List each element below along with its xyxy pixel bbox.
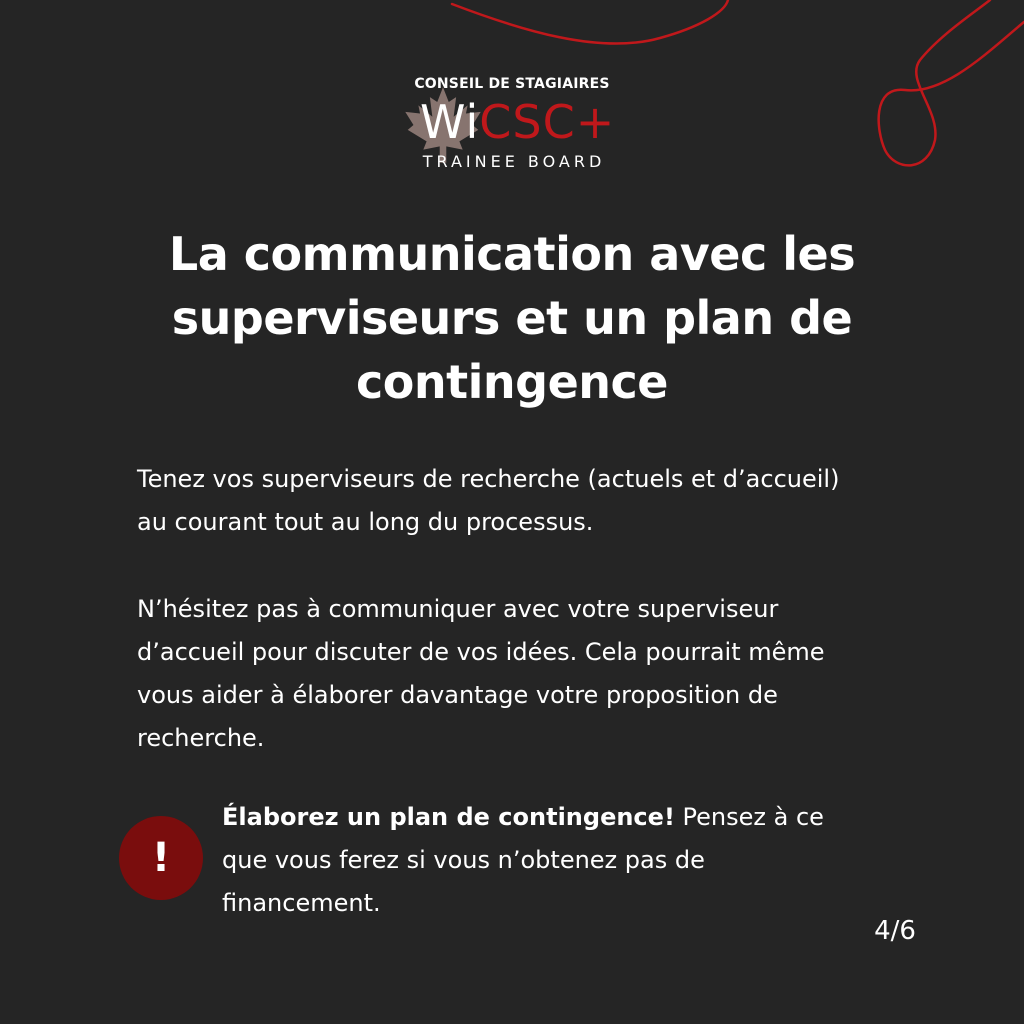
body-paragraph-2: N’hésitez pas à communiquer avec votre superviseur d’accueil pour discuter de vos idées. Cela pourrait même vous aider à élaborer davantage votre proposition de recherche. <box>137 595 825 752</box>
callout-text: Pensez à ce que vous ferez si vous n’obtenez pas de financement. <box>222 803 824 917</box>
logo-word-white: Wi <box>420 95 480 149</box>
contingence-callout <box>222 796 862 925</box>
body-paragraph-1: Tenez vos superviseurs de recherche (actuels et d’accueil) au courant tout au long du processus. <box>137 465 840 536</box>
logo-wordmark <box>420 96 615 148</box>
logo-word-red: CSC+ <box>479 95 616 149</box>
exclamation-symbol: ! <box>151 835 171 881</box>
logo-bottom-text: TRAINEE BOARD <box>422 152 606 171</box>
wicsc-logo <box>0 68 1024 178</box>
page-title: La communication avec les superviseurs et un plan de contingence <box>168 227 856 409</box>
logo-top-text: CONSEIL DE STAGIAIRES <box>414 76 610 92</box>
exclamation-icon <box>119 816 203 900</box>
page-indicator: 4/6 <box>874 916 916 946</box>
callout-bold-text: Élaborez un plan de contingence! <box>222 803 675 831</box>
